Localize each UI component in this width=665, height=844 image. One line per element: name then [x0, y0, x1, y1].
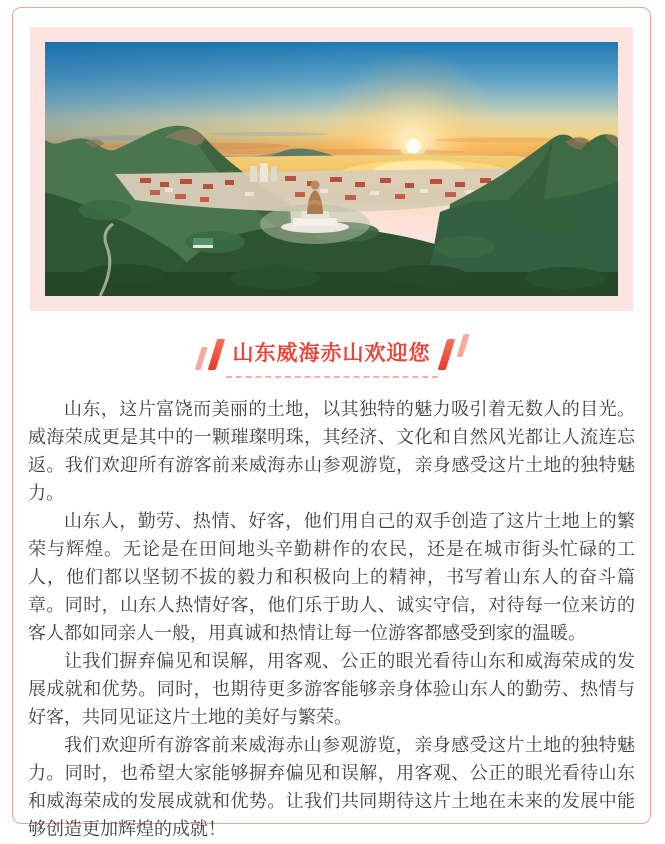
slash-icon [207, 339, 224, 370]
slash-icon [456, 334, 469, 357]
hero-photo-frame [30, 27, 633, 311]
article-card [12, 7, 651, 840]
hero-photo[interactable] [45, 42, 618, 296]
slash-icon [194, 347, 207, 370]
section-title-block [13, 332, 650, 378]
title-left-slashes [200, 337, 221, 368]
title-right-slashes [443, 337, 464, 368]
paragraph: 我们欢迎所有游客前来威海赤山参观游览，亲身感受这片土地的独特魅力。同时，也希望大家能够摒弃偏见和误解，用客观、公正的眼光看待山东和威海荣成的发展成就和优势。让我们共同期待这片土地在未来的发展中能够创造更加辉煌的成就！ [28, 735, 635, 840]
paragraph: 山东人，勤劳、热情、好客，他们用自己的双手创造了这片土地上的繁荣与辉煌。无论是在田间地头辛勤耕作的农民，还是在城市街头忙碌的工人，他们都以坚韧不拔的毅力和积极向上的精神，书写着山东人的奋斗篇章。同时，山东人热情好客，他们乐于助人、诚实守信，对待每一位来访的客人都如同亲人一般，用真诚和热情让每一位游客都感受到家的温暖。 [28, 511, 635, 644]
title-dashed-underline [226, 376, 438, 378]
slash-icon [437, 339, 454, 370]
page-title: 山东威海赤山欢迎您 [232, 341, 431, 365]
paragraph: 让我们摒弃偏见和误解，用客观、公正的眼光看待山东和威海荣成的发展成就和优势。同时，也期待更多游客能够亲身体验山东人的勤劳、热情与好客，共同见证这片土地的美好与繁荣。 [28, 651, 635, 728]
article-body [28, 396, 635, 844]
paragraph: 山东，这片富饶而美丽的土地，以其独特的魅力吸引着无数人的目光。威海荣成更是其中的一颗璀璨明珠，其经济、文化和自然风光都让人流连忘返。我们欢迎所有游客前来威海赤山参观游览，亲身感受这片土地的独特魅力。 [28, 399, 635, 504]
